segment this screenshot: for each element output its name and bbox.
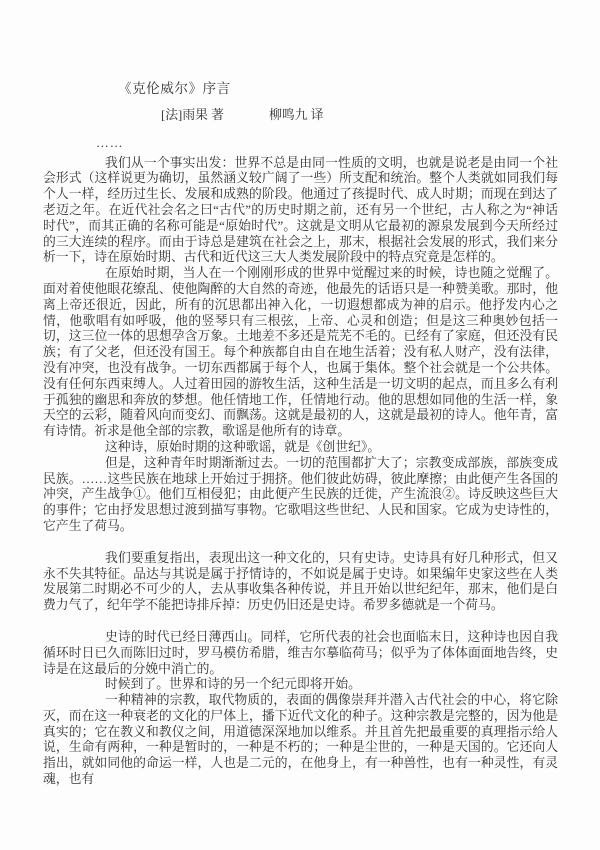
document-title: 《克伦威尔》序言 xyxy=(118,81,231,96)
paragraph-epic-culture: 我们要重复指出，表现出这一种文化的，只有史诗。史诗具有好几种形式，但又永不失其特征。品达与其说是属于抒情诗的，不如说是属于史诗。如果编年史家这些在人类发展第二时期必不可少的人，去从事收集各种传说，并且开始以世纪纪年，那末，他们是白费力气了，纪年学不能把诗排斥掉：历史仍旧还是史诗。希罗多德就是一个荷马。 xyxy=(43,550,558,613)
paragraph-new-era: 时候到了。世界和诗的另一个纪元即将开始。 xyxy=(105,677,361,692)
byline xyxy=(161,108,558,124)
paragraph-tribes-to-nations: 但是，这种青年时期渐渐过去。一切的范围都扩大了；宗教变成部族，部族变成民族。……这些民族在地球上开始过于拥挤。他们彼此妨碍，彼此摩擦；由此便产生各国的冲突，产生战争①。他们互相侵犯；由此便产生民族的迁徙，产生流浪②。诗反映这些巨大的事件；它由抒发思想过渡到描写事物。它歌唱这些世纪、人民和国家。它成为史诗性的，它产生了荷马。 xyxy=(43,455,558,533)
leading-ellipsis: …… xyxy=(96,135,124,150)
translator-credit: 柳鸣九 译 xyxy=(269,108,324,122)
paragraph-intro-civilization: 我们从一个事实出发：世界不总是由同一性质的文明，也就是说老是由同一个社会形式（这样说更为确切，虽然涵义较广阔了一些）所支配和统治。整个人类就如同我们每个人一样，经历过生长、发展和成熟的阶段。他通过了孩提时代、成人时期；而现在到达了老迈之年。在近代社会名之曰“古代”的历史时期之前，还有另一个世纪，古人称之为“神话时代”，而其正确的名称可能是“原始时代”。这就是文明从它最初的源泉发展到今天所经过的三大连续的程序。而由于诗总是建筑在社会之上，那末，根据社会发展的形式，我们来分析一下，诗在原始时期、古代和近代这三大人类发展阶段中的特点究竟是怎样的。 xyxy=(43,155,558,265)
paragraph-primitive-era: 在原始时期，当人在一个刚刚形成的世界中觉醒过来的时候，诗也随之觉醒了。面对着使他眼花缭乱、使他陶醉的大自然的奇迹，他最先的话语只是一种赞美歌。那时，他离上帝还很近，因此，所有的沉思都出神入化，一切遐想都成为神的启示。他抒发内心之情，他歌唱有如呼吸，他的竖琴只有三根弦，上帝、心灵和创造；但是这三种奥妙包括一切，这三位一体的思想孕含万象。土地差不多还是荒芜不毛的。已经有了家庭，但还没有民族；有了父老，但还没有国王。每个种族都自由自在地生活着；没有私人财产，没有法律，没有冲突，也没有战争。一切东西都属于每个人，也属于集体。整个社会就是一个公共体。没有任何东西束缚人。人过着田园的游牧生活，这种生活是一切文明的起点，而且多么有利于孤独的幽思和奔放的梦想。他任情地工作，任情地行动。他的思想如同他的生活一样，象天空的云彩，随着风向而变幻、而飘荡。这就是最初的人，这就是最初的诗人。他年青，富有诗情。祈求是他全部的宗教，歌谣是他所有的诗章。 xyxy=(43,266,558,439)
author-credit: [法]雨果 著 xyxy=(161,108,224,122)
paragraph-spiritual-religion: 一种精神的宗教，取代物质的，表面的偶像崇拜并潜入古代社会的中心，将它除灭，而在这一种衰老的文化的尸体上，播下近代文化的种子。这种宗教是完整的，因为他是真实的；它在教义和教仪之间，用道德深深地加以维系。并且首先把最重要的真理指示给人说，生命有两种，一种是暂时的，一种是不朽的；一种是尘世的，一种是天国的。它还向人指出，就如同他的命运一样，人也是二元的，在他身上，有一种兽性，也有一种灵性，有灵魂，也有 xyxy=(43,693,558,787)
paragraph-epic-decline: 史诗的时代已经日薄西山。同样，它所代表的社会也面临末日，这种诗也因自我循环时日已久而陈旧过时，罗马模仿希腊，维吉尔摹临荷马；似乎为了体体面面地告终，史诗是在这最后的分娩中消亡的。 xyxy=(43,629,558,676)
document-content xyxy=(43,81,558,788)
paragraph-genesis: 这种诗，原始时期的这种歌谣，就是《创世纪》。 xyxy=(105,439,381,454)
